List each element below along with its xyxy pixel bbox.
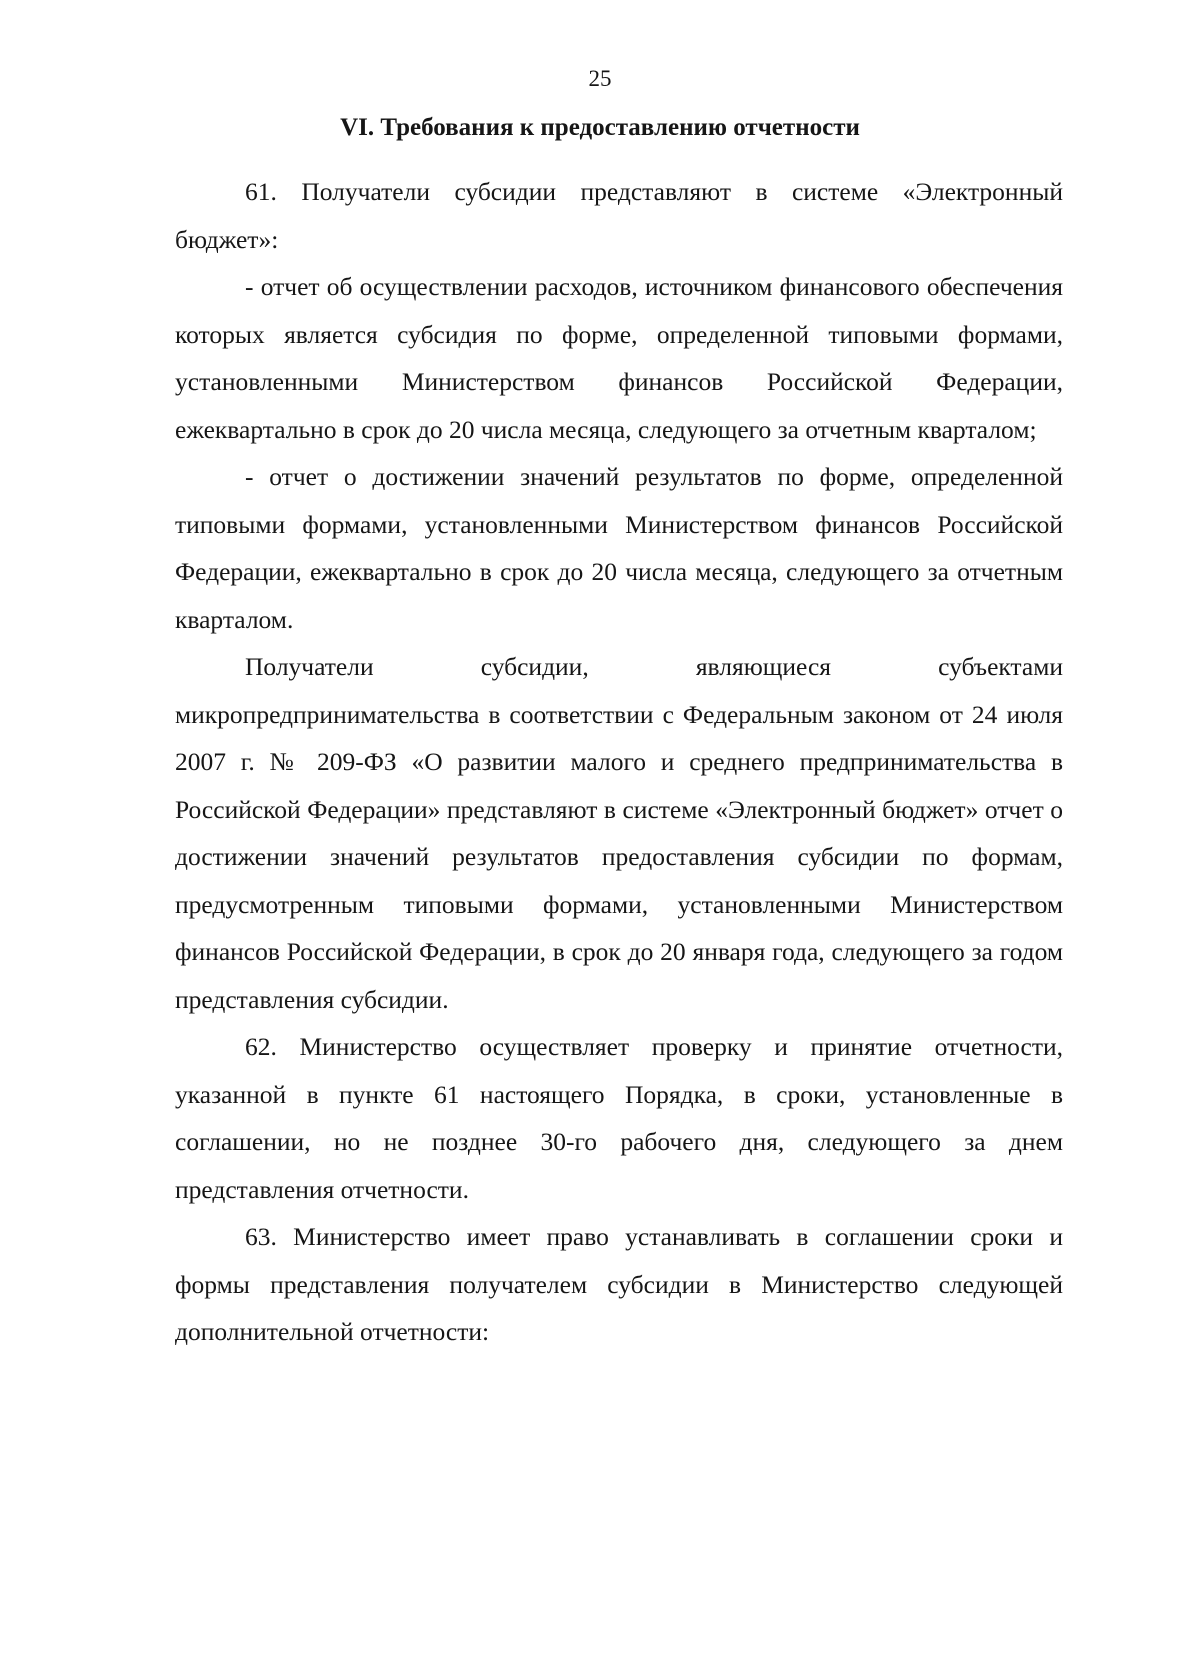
section-heading: VI. Требования к предоставлению отчетности — [340, 114, 860, 141]
page-number: 25 — [588, 66, 612, 91]
paragraph-micro-enterprise: Получатели субсидии, являющиеся субъектами микропредпринимательства в соответствии с Федеральным законом от 24 июля 2007 г. № 209-ФЗ «О развитии малого и среднего предпринимательства в Российской Федерации» представляют в системе «Электронный бюджет» отчет о достижении значений результатов предоставления субсидии по формам, предусмотренным типовыми формами, установленными Министерством финансов Российской Федерации, в срок до 20 января года, следующего за годом представления субсидии. — [175, 652, 1063, 1014]
paragraph-expense-report: - отчет об осуществлении расходов, источником финансового обеспечения которых является субсидия по форме, определенной типовыми формами, установленными Министерством финансов Российской Федерации, ежеквартально в срок до 20 числа месяца, следующего за отчетным кварталом; — [175, 272, 1063, 444]
paragraph-62: 62. Министерство осуществляет проверку и принятие отчетности, указанной в пункте 61 настоящего Порядка, в сроки, установленные в соглашении, но не позднее 30-го рабочего дня, следующего за днем представления отчетности. — [175, 1032, 1063, 1204]
paragraph-63: 63. Министерство имеет право устанавливать в соглашении сроки и формы представления получателем субсидии в Министерство следующей дополнительной отчетности: — [175, 1222, 1063, 1346]
paragraph-61-intro: 61. Получатели субсидии представляют в системе «Электронный бюджет»: — [175, 177, 1063, 254]
document-body — [175, 168, 1063, 1356]
paragraph-results-report: - отчет о достижении значений результатов по форме, определенной типовыми формами, установленными Министерством финансов Российской Федерации, ежеквартально в срок до 20 числа месяца, следующего за отчетным кварталом. — [175, 462, 1063, 634]
